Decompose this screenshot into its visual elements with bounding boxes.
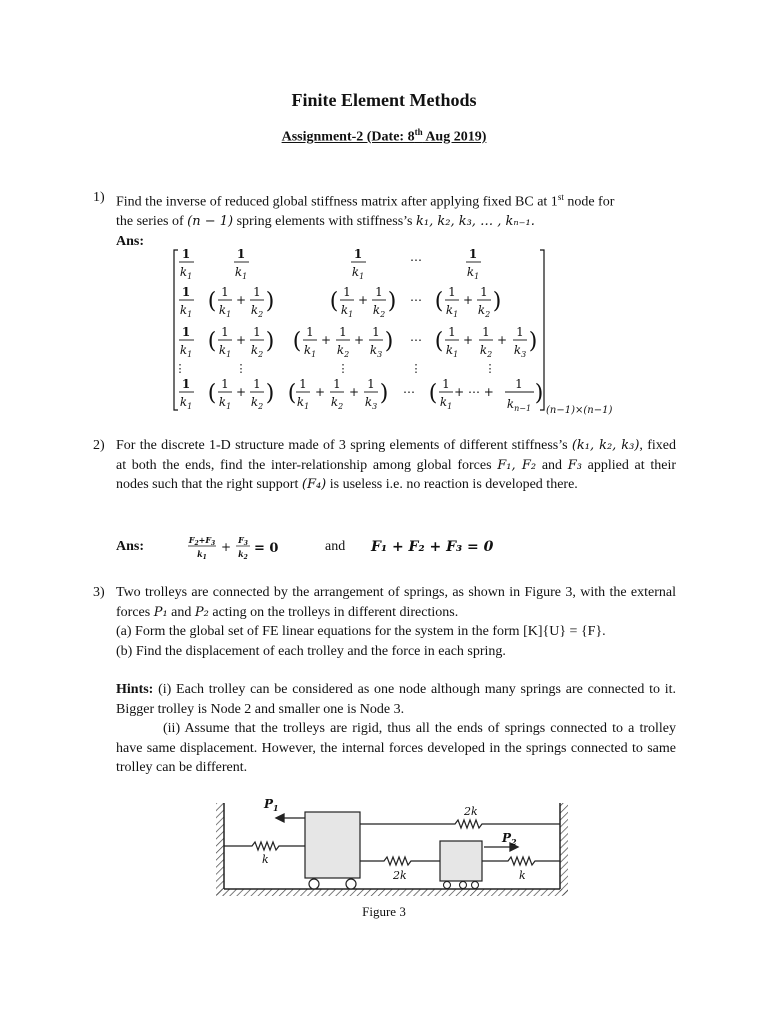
svg-text:k2: $k_2$ [372, 303, 386, 319]
svg-text:k1: $k_1$ [296, 395, 310, 411]
svg-text:1: 1 [306, 325, 314, 339]
small-trolley-wheel [460, 882, 467, 889]
q2-text-c: and [536, 457, 568, 473]
svg-text:): ) [265, 289, 275, 314]
small-trolley-wheel [444, 882, 451, 889]
svg-text:): ) [379, 381, 389, 406]
label-p1: $P_1$ [264, 797, 279, 813]
svg-text:⋯: ⋯ [410, 293, 422, 307]
label-p2: $P_2$ [502, 831, 517, 847]
svg-text:k1: $k_1$ [197, 549, 207, 561]
big-trolley-wheel [346, 879, 356, 889]
svg-text:1: 1 [253, 285, 261, 299]
svg-text:(: ( [292, 329, 302, 354]
q1-text-a: Find the inverse of reduced global stiffness matrix after applying fixed BC at 1 [116, 194, 558, 210]
svg-text:1: 1 [253, 377, 261, 391]
svg-text:k3: $k_3$ [513, 343, 527, 359]
question-2 [93, 436, 676, 516]
svg-text:+: + [235, 293, 247, 307]
svg-text:(: ( [434, 289, 444, 314]
svg-text:+: + [235, 333, 247, 347]
svg-text:1: 1 [480, 285, 488, 299]
label-k-left: k [262, 853, 269, 866]
svg-text:⋮: ⋮ [174, 362, 186, 375]
q1-text-d: spring elements with stiffness’s [233, 214, 417, 230]
svg-text:k1: $k_1$ [439, 395, 453, 411]
matrix-row-2 [179, 285, 501, 319]
q2-math-f4: (F₄) [301, 477, 327, 492]
svg-text:+: + [235, 385, 247, 399]
svg-text:1: 1 [482, 325, 490, 339]
matrix-row-last [179, 377, 543, 413]
q2-eq1-rest: = 0 [254, 541, 279, 556]
hint-2: (ii) Assume that the trolleys are rigid, thus all the ends of springs connected to a trolley have same displacement. However, the internal forces developed in the springs connected to same trolley can be different. [116, 721, 676, 775]
label-2k-mid: 2k [393, 869, 407, 882]
svg-text:1: 1 [367, 377, 375, 391]
q2-math-f1-f2: F₁, F₂ [497, 457, 537, 473]
svg-text:1: 1 [181, 285, 191, 299]
matrix-size-subscript: (n−1)×(n−1) [546, 405, 613, 416]
q3-math-p2: P₂ [194, 604, 209, 620]
svg-text:k1: $k_1$ [340, 303, 354, 319]
hint-1-text: (i) Each trolley can be considered as one node although many springs are connected to it. Bigger trolley is Node 2 and smaller one is Node 3. [116, 682, 676, 717]
svg-text:): ) [534, 381, 544, 406]
q3-part-a: (a) Form the global set of FE linear equations for the system in the form [K]{U} = {F}. [116, 624, 606, 639]
subtitle-sup: th [414, 127, 423, 137]
right-wall [560, 803, 568, 895]
svg-text:k2: $k_2$ [238, 549, 248, 561]
svg-text:1: 1 [253, 325, 261, 339]
q3-text-c: acting on the trolleys in different directions. [208, 604, 459, 620]
svg-text:k1: $k_1$ [445, 303, 459, 319]
q3-hints [116, 680, 676, 778]
svg-text:): ) [387, 289, 397, 314]
q1-math-n-minus-1: (n − 1) [187, 214, 234, 230]
q2-math-k-set: (k₁, k₂, k₃) [571, 438, 640, 453]
svg-text:k1: $k_1$ [445, 343, 459, 359]
spring-k-right [482, 857, 560, 865]
svg-text:k1: $k_1$ [179, 395, 193, 411]
svg-text:1: 1 [181, 377, 191, 391]
svg-text:+: + [320, 333, 332, 347]
matrix-row-1 [179, 247, 481, 281]
subtitle-prefix: Assignment-2 (Date: 8 [281, 129, 415, 145]
svg-text:): ) [265, 329, 275, 354]
svg-text:+: + [353, 333, 365, 347]
question-1 [93, 188, 676, 248]
svg-text:1: 1 [468, 247, 478, 261]
spring-k-left [224, 842, 305, 850]
svg-text:k3: $k_3$ [369, 343, 383, 359]
svg-text:⋮: ⋮ [484, 362, 496, 375]
left-wall [216, 803, 224, 895]
svg-text:k1: $k_1$ [466, 265, 480, 281]
svg-text:): ) [384, 329, 394, 354]
q2-text-a: For the discrete 1-D structure made of 3 spring elements of different stiffness’s [116, 438, 572, 453]
spring-2k-top [360, 820, 560, 828]
q1-text-b: node for [563, 194, 615, 210]
svg-text:k2: $k_2$ [330, 395, 344, 411]
q2-ans-label: Ans: [116, 539, 145, 554]
svg-text:k2: $k_2$ [336, 343, 350, 359]
svg-text:1: 1 [516, 325, 524, 339]
svg-text:): ) [492, 289, 502, 314]
svg-text:k1: $k_1$ [303, 343, 317, 359]
svg-text:k1: $k_1$ [351, 265, 365, 281]
svg-text:1: 1 [448, 285, 456, 299]
assignment-subtitle [0, 127, 768, 146]
svg-text:⋯: ⋯ [410, 253, 422, 267]
svg-text:1: 1 [333, 377, 341, 391]
svg-text:1: 1 [299, 377, 307, 391]
svg-text:k2: $k_2$ [250, 343, 264, 359]
q2-text-e: is useless i.e. no reaction is developed there. [326, 477, 578, 492]
svg-text:(: ( [287, 381, 297, 406]
big-trolley-wheel [309, 879, 319, 889]
svg-text:⋯: ⋯ [403, 385, 415, 399]
q2-math-f3: F₃ [567, 457, 582, 473]
label-2k-top: 2k [464, 805, 478, 818]
q1-ans-label: Ans: [116, 233, 145, 249]
big-trolley [305, 812, 360, 878]
svg-text:1: 1 [515, 377, 523, 391]
question-number: 3) [93, 585, 105, 600]
svg-text:1: 1 [221, 377, 229, 391]
svg-text:k1: $k_1$ [234, 265, 248, 281]
svg-text:k3: $k_3$ [364, 395, 378, 411]
svg-text:1: 1 [181, 325, 191, 339]
question-2-answer [116, 534, 676, 564]
svg-text:k1: $k_1$ [218, 343, 232, 359]
q2-text-d: applied at their nodes such that the right support [116, 457, 676, 492]
q2-equation-1 [186, 534, 296, 564]
q2-and-label: and [325, 539, 346, 554]
svg-text:1: 1 [375, 285, 383, 299]
question-number: 1) [93, 190, 105, 205]
svg-text:+: + [348, 385, 360, 399]
svg-text:): ) [528, 329, 538, 354]
q1-math-stiffness-list: k₁, k₂, k₃, … , kₙ₋₁. [416, 214, 535, 230]
hints-label: Hints: [116, 682, 154, 697]
svg-text:⋮: ⋮ [410, 362, 422, 375]
inverse-stiffness-matrix [0, 242, 768, 422]
subtitle-suffix: Aug 2019) [422, 129, 487, 145]
svg-text:k2: $k_2$ [479, 343, 493, 359]
svg-text:F2+F3: $F_2+F_3$ [188, 535, 216, 547]
svg-text:1: 1 [236, 247, 246, 261]
svg-text:+: + [314, 385, 326, 399]
q2-text-b: , fixed at both the ends, find the inter-relationship among global forces [116, 438, 676, 473]
svg-text:k1: $k_1$ [218, 395, 232, 411]
svg-text:1: 1 [339, 325, 347, 339]
q3-text-b: and [167, 604, 195, 620]
svg-text:(: ( [428, 381, 438, 406]
svg-text:1: 1 [343, 285, 351, 299]
svg-text:k2: $k_2$ [250, 303, 264, 319]
question-3-text [116, 583, 676, 661]
ground [216, 889, 568, 896]
svg-text:kn−1: $k_{n-1}$ [506, 397, 532, 413]
svg-text:⋯: ⋯ [410, 333, 422, 347]
svg-text:+: + [496, 333, 508, 347]
matrix-row-dots [175, 362, 496, 375]
q3-math-p1: P₁ [153, 604, 168, 620]
figure-3-trolleys [212, 793, 572, 898]
svg-text:+: + [220, 540, 232, 554]
svg-text:1: 1 [181, 247, 191, 261]
figure-caption: Figure 3 [362, 904, 406, 919]
svg-text:1: 1 [221, 285, 229, 299]
svg-text:k2: $k_2$ [250, 395, 264, 411]
q3-text-a: Two trolleys are connected by the arrangement of springs, as shown in Figure 3, with the external forces [116, 585, 676, 620]
q1-text-c: the series of [116, 214, 188, 230]
question-2-text [116, 436, 676, 495]
svg-text:(: ( [207, 329, 217, 354]
small-trolley-wheel [472, 882, 479, 889]
svg-text:k1: $k_1$ [218, 303, 232, 319]
svg-text:(: ( [434, 329, 444, 354]
svg-text:⋮: ⋮ [235, 362, 247, 375]
svg-text:1: 1 [221, 325, 229, 339]
q3-part-b: (b) Find the displacement of each trolley and the force in each spring. [116, 643, 506, 659]
svg-text:1: 1 [372, 325, 380, 339]
label-k-right: k [519, 869, 526, 882]
question-number: 2) [93, 438, 105, 453]
svg-text:⋮: ⋮ [337, 362, 349, 375]
question-3 [93, 583, 676, 665]
svg-text:+: + [462, 293, 474, 307]
svg-text:k2: $k_2$ [477, 303, 491, 319]
svg-text:k1: $k_1$ [179, 303, 193, 319]
svg-text:+ ⋯ +: + ⋯ + [454, 385, 494, 399]
svg-text:1: 1 [442, 377, 450, 391]
svg-text:k1: $k_1$ [179, 343, 193, 359]
svg-text:+: + [462, 333, 474, 347]
svg-text:(: ( [329, 289, 339, 314]
spring-2k-mid [360, 857, 440, 865]
hint-1 [116, 680, 676, 719]
matrix-row-3 [179, 325, 537, 359]
svg-text:k1: $k_1$ [179, 265, 193, 281]
svg-text:+: + [357, 293, 369, 307]
small-trolley [440, 841, 482, 881]
q2-equation-2: F₁ + F₂ + F₃ = 0 [371, 539, 494, 555]
svg-text:1: 1 [448, 325, 456, 339]
svg-text:(: ( [207, 381, 217, 406]
svg-text:1: 1 [353, 247, 363, 261]
svg-text:(: ( [207, 289, 217, 314]
svg-text:): ) [265, 381, 275, 406]
q1-sup: st [557, 192, 564, 202]
svg-text:F3: $F_3$ [238, 535, 248, 547]
page-title: Finite Element Methods [291, 90, 477, 110]
